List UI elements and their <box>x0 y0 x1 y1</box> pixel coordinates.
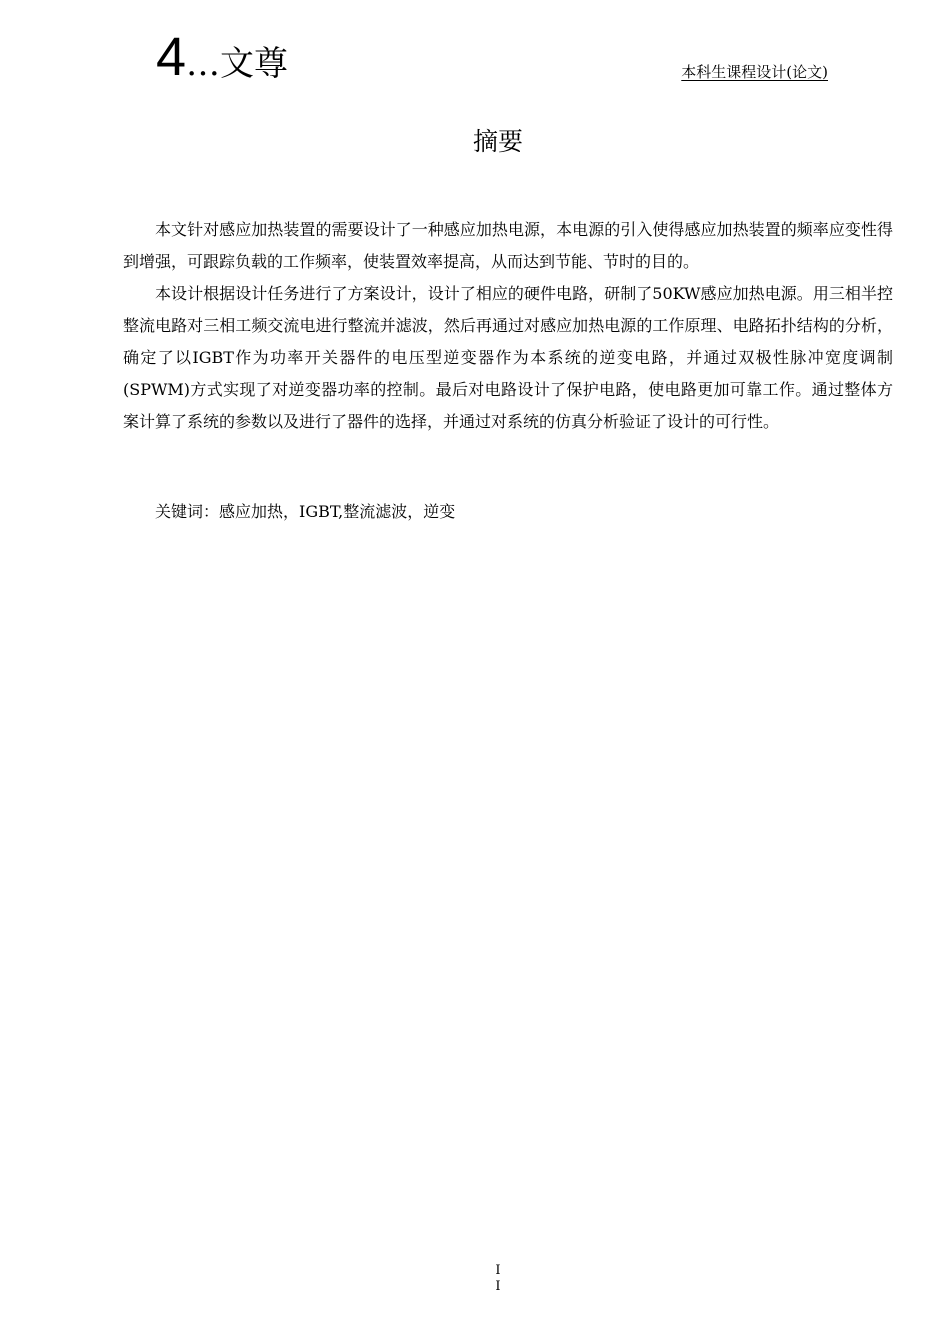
header-label: 本科生课程设计(论文) <box>681 63 828 81</box>
keywords-line: 关键词：感应加热，IGBT,整流滤波，逆变 <box>155 502 456 521</box>
abstract-body <box>123 214 893 438</box>
abstract-paragraph-1: 本文针对感应加热装置的需要设计了一种感应加热电源，本电源的引入使得感应加热装置的频率应变性得到增强，可跟踪负载的工作频率，使装置效率提高，从而达到节能、节时的目的。 <box>123 220 893 271</box>
header-logo <box>156 27 289 90</box>
page-number-line-2: I <box>495 1279 501 1294</box>
page-number <box>488 1263 508 1295</box>
page-number-line-1: I <box>495 1263 501 1278</box>
logo-text: …文尊 <box>186 44 289 84</box>
abstract-title: 摘要 <box>472 127 523 156</box>
abstract-paragraph-2: 本设计根据设计任务进行了方案设计，设计了相应的硬件电路，研制了50KW感应加热电源。用三相半控整流电路对三相工频交流电进行整流并滤波，然后再通过对感应加热电源的工作原理、电路拓扑结构的分析，确定了以IGBT作为功率开关器件的电压型逆变器作为本系统的逆变电路，并通过双极性脉冲宽度调制(SPWM)方式实现了对逆变器功率的控制。最后对电路设计了保护电路，使电路更加可靠工作。通过整体方案计算了系统的参数以及进行了器件的选择，并通过对系统的仿真分析验证了设计的可行性。 <box>123 284 893 431</box>
logo-mark: 4 <box>156 27 187 87</box>
